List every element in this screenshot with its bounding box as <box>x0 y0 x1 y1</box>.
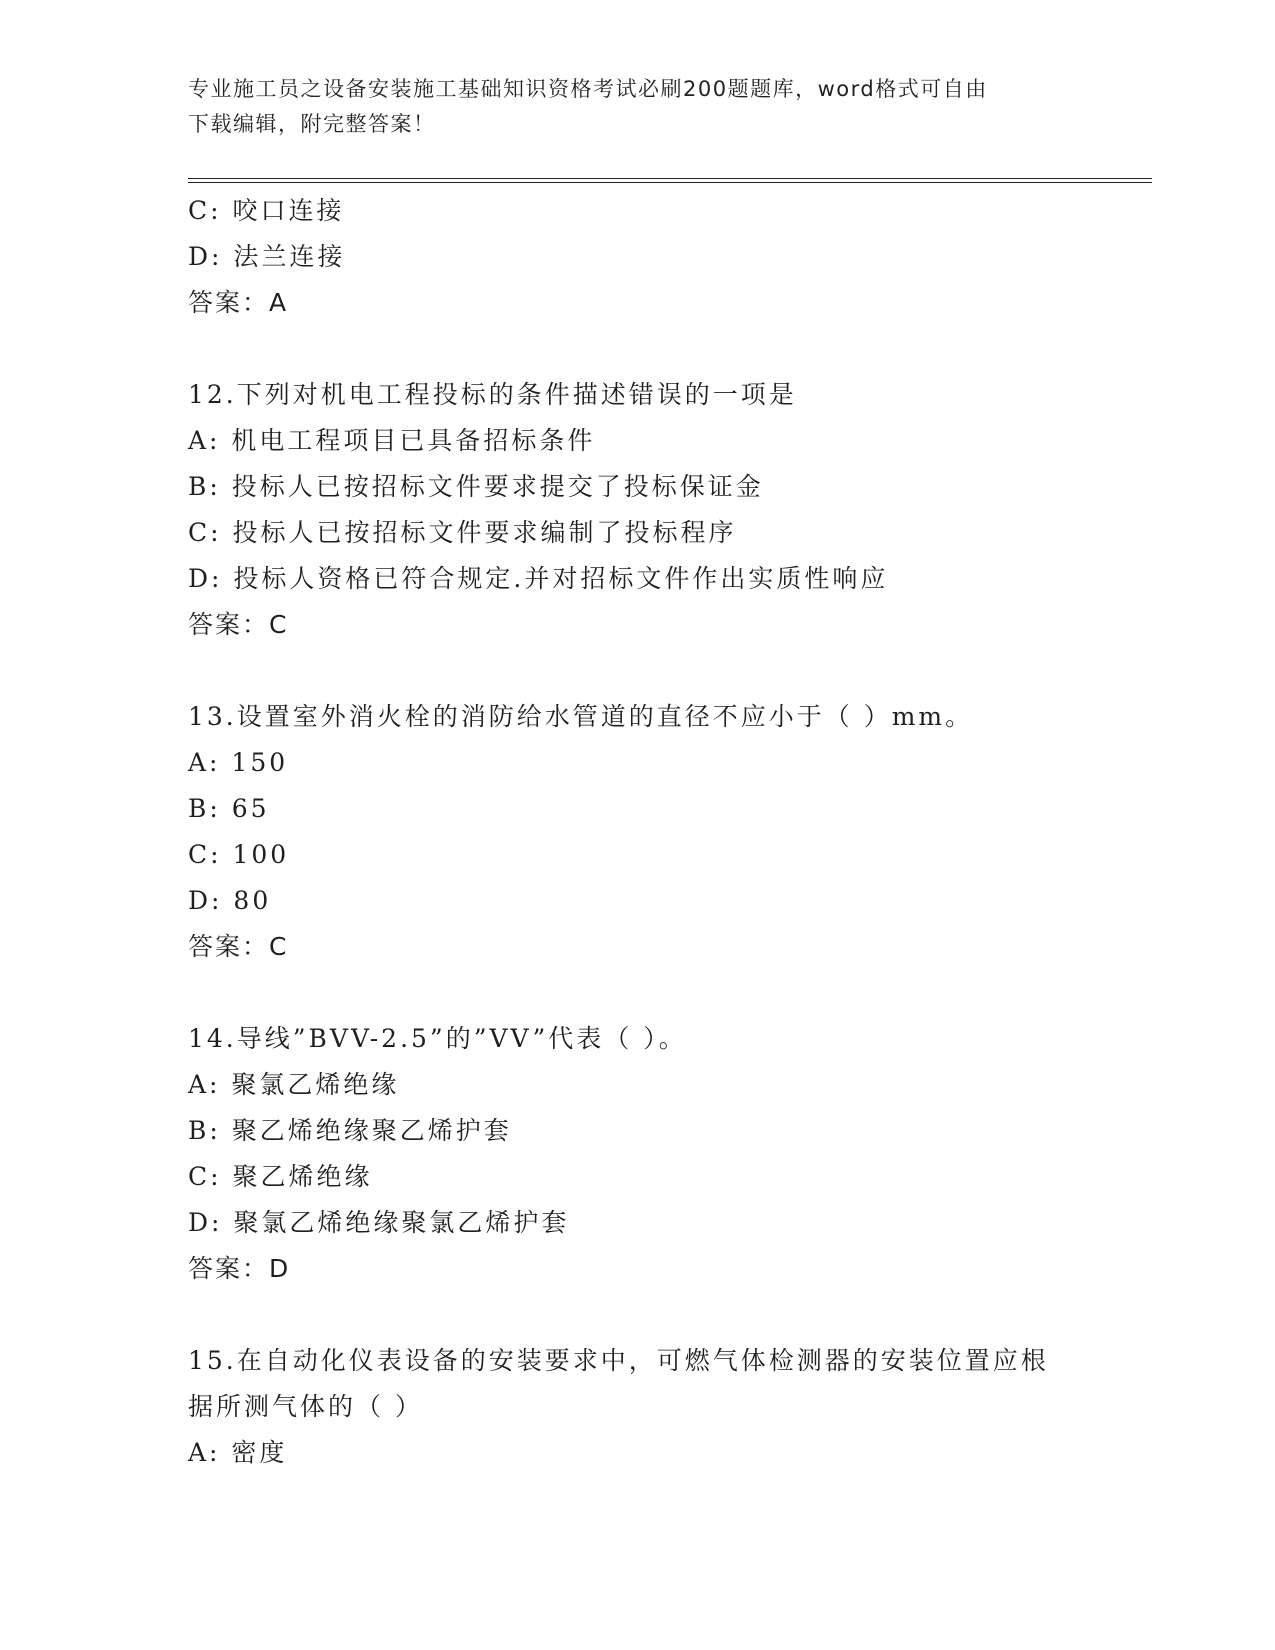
spacer <box>188 648 1152 694</box>
q14-option-b: B: 聚乙烯绝缘聚乙烯护套 <box>188 1116 512 1145</box>
q13-option-c: C: 100 <box>188 840 290 869</box>
q12-question: 12.下列对机电工程投标的条件描述错误的一项是 <box>188 380 797 409</box>
q13-answer: 答案：C <box>188 932 289 961</box>
header-title-line-2: 下载编辑，附完整答案！ <box>188 112 436 136</box>
q14-option-d: D: 聚氯乙烯绝缘聚氯乙烯护套 <box>188 1208 570 1237</box>
q14-answer: 答案：D <box>188 1254 291 1283</box>
header-divider-bottom <box>188 182 1152 183</box>
q11-answer: 答案：A <box>188 288 289 317</box>
spacer <box>188 970 1152 1016</box>
q13-option-a: A: 150 <box>188 748 289 777</box>
q12-option-b: B: 投标人已按招标文件要求提交了投标保证金 <box>188 472 764 501</box>
q11-option-c: C: 咬口连接 <box>188 196 345 225</box>
q12-option-d: D: 投标人资格已符合规定.并对招标文件作出实质性响应 <box>188 564 889 593</box>
document-header <box>188 72 1088 142</box>
question-list <box>188 188 1152 1476</box>
q14-question: 14.导线”BVV-2.5”的”VV”代表（ ）。 <box>188 1024 687 1053</box>
q12-option-c: C: 投标人已按招标文件要求编制了投标程序 <box>188 518 737 547</box>
q15-question-line-1: 15.在自动化仪表设备的安装要求中，可燃气体检测器的安装位置应根 <box>188 1346 1049 1375</box>
q14-option-a: A: 聚氯乙烯绝缘 <box>188 1070 400 1099</box>
q15-option-a: A: 密度 <box>188 1438 288 1467</box>
q12-option-a: A: 机电工程项目已具备招标条件 <box>188 426 596 455</box>
header-divider-top <box>188 178 1152 179</box>
q13-question: 13.设置室外消火栓的消防给水管道的直径不应小于（ ）mm。 <box>188 702 974 731</box>
spacer <box>188 326 1152 372</box>
q14-option-c: C: 聚乙烯绝缘 <box>188 1162 373 1191</box>
header-title-line-1: 专业施工员之设备安装施工基础知识资格考试必刷200题题库，word格式可自由 <box>188 77 988 101</box>
spacer <box>188 1292 1152 1338</box>
q11-option-d: D: 法兰连接 <box>188 242 346 271</box>
q12-answer: 答案：C <box>188 610 289 639</box>
q15-question-line-2: 据所测气体的（ ） <box>188 1392 423 1421</box>
q13-option-b: B: 65 <box>188 794 270 823</box>
q13-option-d: D: 80 <box>188 886 272 915</box>
